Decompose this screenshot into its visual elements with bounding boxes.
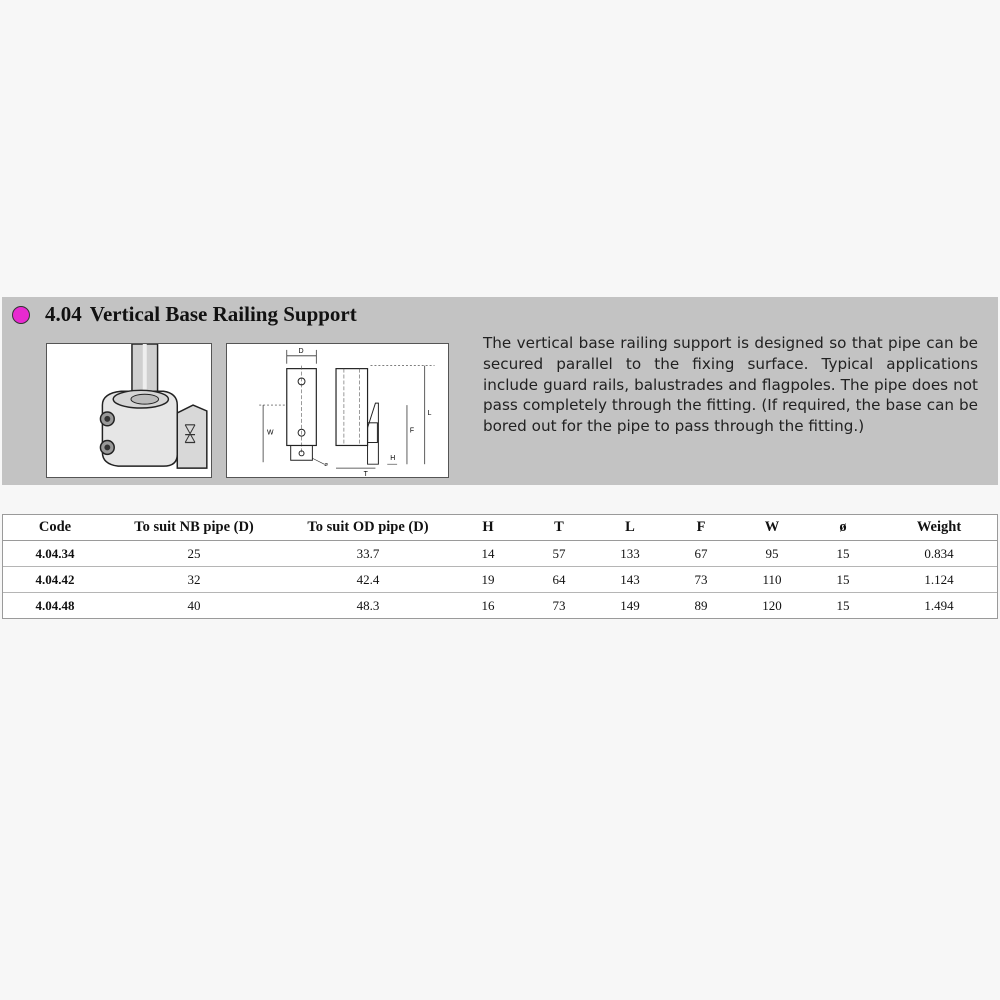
product-code-cell: 4.04.42 <box>3 567 107 593</box>
table-body <box>3 541 997 619</box>
specification-table <box>2 514 998 619</box>
header-w: W <box>739 515 805 541</box>
product-code-cell: 4.04.48 <box>35 597 75 613</box>
table-cell: 15 <box>836 597 850 613</box>
table-row <box>3 567 997 593</box>
header-t: T <box>521 515 597 541</box>
table-cell: 57 <box>521 541 597 567</box>
table-row <box>3 593 997 619</box>
header-h: H <box>455 515 521 541</box>
table-cell: 67 <box>663 541 739 567</box>
section-title-text: Vertical Base Railing Support <box>89 302 357 326</box>
table-cell: 15 <box>805 567 881 593</box>
table-cell: 1.124 <box>881 567 997 593</box>
table-cell: 1.494 <box>924 597 954 613</box>
table-row <box>3 541 997 567</box>
table-cell: 89 <box>694 597 708 613</box>
product-photo <box>46 343 212 478</box>
table-cell: 133 <box>597 541 663 567</box>
drawing-label-t: T <box>363 471 368 477</box>
table-cell: 64 <box>521 567 597 593</box>
table-header-row <box>3 515 997 541</box>
table-cell: 33.7 <box>281 541 455 567</box>
drawing-label-f: F <box>409 427 415 435</box>
table-cell: 16 <box>481 597 495 613</box>
table-cell: 14 <box>455 541 521 567</box>
section-bullet-icon <box>12 306 30 324</box>
table-cell: 42.4 <box>281 567 455 593</box>
table-cell: 120 <box>762 597 782 613</box>
technical-drawing <box>226 343 449 478</box>
drawing-label-h: H <box>390 455 396 463</box>
header-nb-pipe: To suit NB pipe (D) <box>107 515 281 541</box>
table-cell: 32 <box>107 567 281 593</box>
header-l: L <box>597 515 663 541</box>
drawing-label-d: D <box>298 347 304 355</box>
table-cell: 73 <box>552 597 566 613</box>
product-code-cell: 4.04.34 <box>3 541 107 567</box>
header-od-pipe: To suit OD pipe (D) <box>281 515 455 541</box>
drawing-label-l: L <box>427 409 432 417</box>
table-cell: 40 <box>187 597 201 613</box>
header-weight: Weight <box>881 515 997 541</box>
drawing-label-w: W <box>267 429 274 437</box>
product-description: The vertical base railing support is designed so that pipe can be secured parallel to the fixing surface. Typical applications include guard rails, balustrades and flagpoles. The pipe does not pass completely through the fitting. (If required, the base can be bored out for the pipe to pass through the fitting.) <box>483 334 978 436</box>
table-cell: 73 <box>663 567 739 593</box>
header-code: Code <box>3 515 107 541</box>
table-cell: 25 <box>107 541 281 567</box>
table-cell: 15 <box>805 541 881 567</box>
table-cell: 0.834 <box>881 541 997 567</box>
table-cell: 110 <box>739 567 805 593</box>
svg-text:ø: ø <box>324 462 328 469</box>
section-title <box>45 302 357 327</box>
table-cell: 143 <box>597 567 663 593</box>
table-cell: 149 <box>620 597 640 613</box>
table-cell: 95 <box>739 541 805 567</box>
table-cell: 48.3 <box>356 597 380 613</box>
dimension-drawing-icon <box>227 344 448 477</box>
railing-support-photo-icon <box>47 344 211 477</box>
header-diameter: ø <box>805 515 881 541</box>
section-number: 4.04 <box>45 302 82 326</box>
table-cell: 19 <box>455 567 521 593</box>
header-f: F <box>663 515 739 541</box>
